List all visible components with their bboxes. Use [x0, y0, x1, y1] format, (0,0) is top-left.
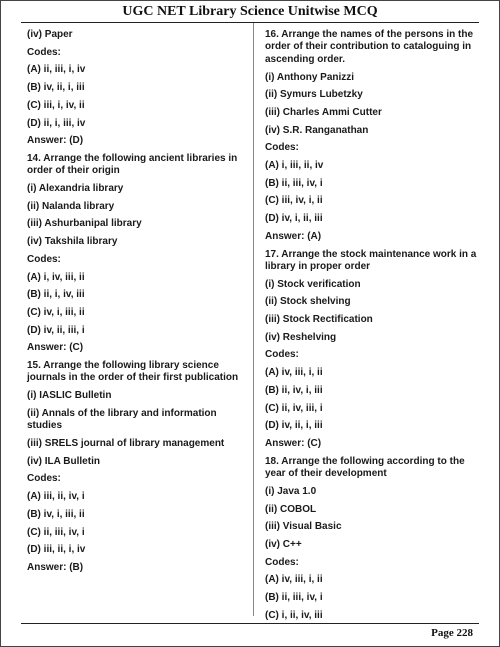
- question-18: 18. Arrange the following according to the year of their development: [265, 455, 465, 480]
- page-number: Page 228: [431, 627, 473, 639]
- q15-item-iii: (iii) SRELS journal of library management: [27, 437, 225, 449]
- q17-item-iv: (iv) Reshelving: [265, 331, 337, 343]
- q15-item-ii: (ii) Annals of the library and information studies: [27, 407, 217, 432]
- q18-item-ii: (ii) COBOL: [265, 503, 317, 515]
- code-b: (B) iv, ii, i, iii: [27, 82, 85, 94]
- option-paper: (iv) Paper: [27, 29, 73, 40]
- question-15: 15. Arrange the following library science journals in the order of their first publication: [27, 360, 239, 384]
- q16-item-i: (i) Anthony Panizzi: [265, 71, 355, 83]
- question-17: 17. Arrange the stock maintenance work in a library in proper order: [265, 248, 477, 272]
- q15-answer: Answer: (B): [27, 561, 84, 573]
- left-column: [27, 29, 245, 580]
- q17-item-i: (i) Stock verification: [265, 278, 361, 290]
- code-c: (C) iii, i, iv, ii: [27, 99, 85, 111]
- q18-item-i: (i) Java 1.0: [265, 485, 317, 497]
- q14-item-i: (i) Alexandria library: [27, 183, 124, 195]
- header-rule: [21, 22, 479, 23]
- codes-label: Codes:: [27, 46, 61, 58]
- q18-item-iii: (iii) Visual Basic: [265, 521, 342, 533]
- q18-code-a: (A) iv, iii, i, ii: [265, 574, 323, 586]
- q14-answer: Answer: (C): [27, 342, 84, 354]
- q14-item-iv: (iv) Takshila library: [27, 236, 118, 248]
- q16-item-iii: (iii) Charles Ammi Cutter: [265, 106, 382, 118]
- q18-codes-label: Codes:: [265, 556, 299, 568]
- q18-code-b: (B) ii, iii, iv, i: [265, 592, 323, 604]
- q14-codes-label: Codes:: [27, 253, 61, 265]
- question-16: 16. Arrange the names of the persons in the order of their contribution to cataloguing in ascending order.: [265, 29, 474, 65]
- question-14: 14. Arrange the following ancient libraries in order of their origin: [27, 152, 238, 177]
- q15-item-iv: (iv) ILA Bulletin: [27, 455, 100, 467]
- q16-code-d: (D) iv, i, ii, iii: [265, 213, 323, 225]
- q15-code-c: (C) ii, iii, iv, i: [27, 526, 85, 538]
- q15-code-b: (B) iv, i, iii, ii: [27, 508, 85, 520]
- q15-item-i: (i) IASLIC Bulletin: [27, 390, 112, 402]
- q17-answer: Answer: (C): [265, 437, 322, 449]
- q16-answer: Answer: (A): [265, 230, 322, 242]
- q17-codes-label: Codes:: [265, 349, 299, 361]
- q16-code-c: (C) iii, iv, i, ii: [265, 195, 323, 207]
- q18-code-c: (C) i, ii, iv, iii: [265, 609, 323, 621]
- q16-code-a: (A) i, iii, ii, iv: [265, 160, 324, 172]
- q17-code-b: (B) ii, iv, i, iii: [265, 384, 323, 396]
- answer: Answer: (D): [27, 135, 84, 147]
- page-header: UGC NET Library Science Unitwise MCQ: [122, 4, 378, 19]
- q14-code-c: (C) iv, i, iii, ii: [27, 306, 85, 318]
- q16-item-iv: (iv) S.R. Ranganathan: [265, 124, 369, 136]
- q16-codes-label: Codes:: [265, 142, 299, 154]
- q16-item-ii: (ii) Symurs Lubetzky: [265, 89, 363, 101]
- right-column: [265, 29, 487, 627]
- code-d: (D) ii, i, iii, iv: [27, 117, 86, 129]
- q18-item-iv: (iv) C++: [265, 538, 302, 550]
- column-divider: [253, 23, 254, 616]
- q15-codes-label: Codes:: [27, 473, 61, 485]
- code-a: (A) ii, iii, i, iv: [27, 64, 86, 76]
- q14-code-b: (B) ii, i, iv, iii: [27, 289, 85, 301]
- q17-code-d: (D) iv, ii, i, iii: [265, 420, 323, 432]
- q16-code-b: (B) ii, iii, iv, i: [265, 177, 323, 189]
- footer-rule: [21, 623, 479, 624]
- q17-item-iii: (iii) Stock Rectification: [265, 314, 373, 326]
- q17-item-ii: (ii) Stock shelving: [265, 296, 351, 308]
- q14-item-iii: (iii) Ashurbanipal library: [27, 218, 142, 230]
- q14-item-ii: (ii) Nalanda library: [27, 200, 115, 212]
- q14-code-a: (A) i, iv, iii, ii: [27, 271, 85, 283]
- q15-code-a: (A) iii, ii, iv, i: [27, 491, 85, 503]
- q14-code-d: (D) iv, ii, iii, i: [27, 324, 85, 336]
- q17-code-c: (C) ii, iv, iii, i: [265, 402, 323, 414]
- q15-code-d: (D) iii, ii, i, iv: [27, 544, 86, 556]
- q17-code-a: (A) iv, iii, i, ii: [265, 367, 323, 379]
